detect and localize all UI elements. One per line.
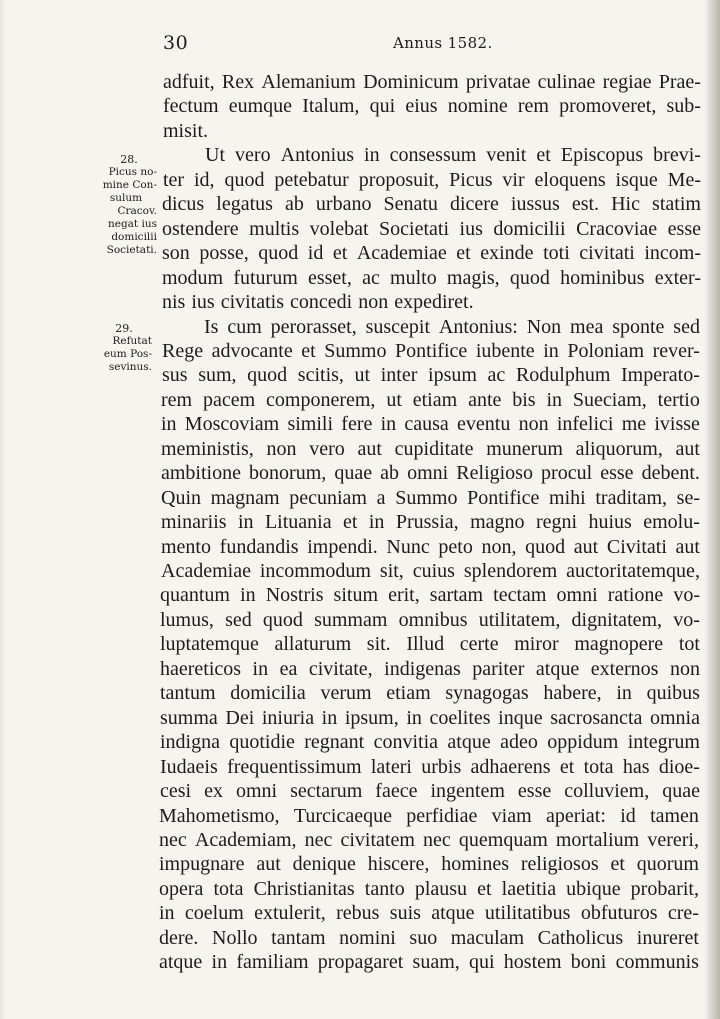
text-line: misit.: [163, 119, 209, 142]
text-line: Rege advocante et Summo Pontifice iubente in Poloniam rever-: [162, 339, 700, 362]
text-line: modum futurum esset, ac multo magis, quod hominibus exter-: [162, 266, 701, 289]
text-line: lumus, sed quod summam omnibus utilitatem, dignitatem, vo-: [160, 608, 700, 631]
page-header: [163, 32, 697, 60]
text-line: haereticos in ea civitate, indigenas pariter atque externos non: [160, 657, 700, 680]
text-line: Iudaeis frequentissimum lateri urbis adhaerens et tota has dioe-: [160, 755, 700, 778]
text-line: Quin magnam pecuniam a Summo Pontifice mihi traditam, se-: [161, 486, 700, 509]
text-line: dere. Nollo tantam nomini suo maculam Catholicus inureret: [159, 926, 699, 949]
margin-note-line: Cracov.: [117, 205, 157, 217]
text-line: atque in familiam propagaret suam, qui hostem boni communis: [159, 951, 699, 974]
margin-note-29: [80, 322, 152, 374]
margin-note-line: Refutat: [112, 335, 152, 347]
margin-note-number: 29.: [115, 322, 133, 335]
text-line: meministis, non vero aut cupiditate munerum aliquorum, aut: [161, 437, 700, 460]
text-line: luptatemque allaturum sit. Illud certe miror magnopere tot: [160, 633, 700, 656]
text-line: Ut vero Antonius in consessum venit et Episcopus brevi-: [205, 144, 701, 167]
margin-note-line: negat ius: [107, 218, 157, 230]
margin-note-number: 28.: [120, 153, 138, 166]
text-line: quantum in Nostris situm erit, sartam tectam omni ratione vo-: [160, 584, 700, 607]
text-line: ambitione bonorum, quae ab omni Religioso procul esse debent.: [161, 462, 700, 485]
text-line: nis ius civitatis concedi non expediret.: [162, 291, 474, 314]
text-line: fectum eumque Italum, qui eius nomine rem promoveret, sub-: [163, 95, 701, 118]
text-line: cesi ex omni sectarum faece ingentem esse colluviem, quae: [160, 780, 700, 803]
margin-note-line: mine Con-: [102, 179, 157, 191]
text-line: minariis in Lituania et in Prussia, magno regni huius emolu-: [161, 511, 700, 534]
text-line: mento fundandis impendi. Nunc peto non, quod aut Civitati aut: [161, 535, 700, 558]
margin-note-line: Picus no-: [108, 166, 157, 178]
text-line: Mahometismo, Turcicaeque perfidiae viam aperiat: id tamen: [159, 804, 699, 827]
text-line: rem pacem componerem, ut etiam ante bis in Sueciam, tertio: [161, 388, 700, 411]
running-head: Annus 1582.: [393, 34, 493, 52]
text-line: nec Academiam, nec civitatem nec quemquam mortalium vereri,: [159, 828, 699, 851]
margin-note-line: sevinus.: [108, 361, 152, 373]
text-line: tantum domicilia verum etiam synagogas habere, in quibus: [160, 682, 700, 705]
text-line: in coelum extulerit, rebus suis atque utilitatibus obfuturos cre-: [159, 902, 699, 925]
text-line: in Moscoviam simili fere in causa eventu non infelici me ivisse: [161, 413, 700, 436]
text-line: ter id, quod petebatur proposuit, Picus vir eloquens isque Me-: [163, 168, 701, 191]
text-line: Academiae incommodum sit, cuius splendorem auctoritatemque,: [161, 560, 700, 582]
text-line: Is cum perorasset, suscepit Antonius: Non mea sponte sed: [204, 315, 700, 338]
text-line: indigna quotidie regnant convitia atque adeo oppidum integrum: [160, 731, 700, 754]
text-line: dicus legatus ab urbano Senatu dicere iussus est. Hic statim: [162, 193, 701, 216]
text-line: opera tota Christianitas tanto plausu et laetitia ubique probarit,: [159, 877, 699, 900]
text-line: sus sum, quod scitis, ut inter ipsum ac Rodulphum Imperato-: [162, 364, 700, 387]
margin-note-line: sulum: [109, 192, 143, 204]
text-line: summa Dei iniuria in ipsum, in coelites inque sacrosancta omnia: [160, 706, 700, 729]
margin-note-line: domicilii: [111, 231, 157, 243]
margin-note-line: Societati.: [106, 244, 157, 256]
page-left-edge: [0, 0, 6, 1019]
text-line: impugnare aut denique hiscere, homines religiosos et quorum: [159, 853, 699, 876]
text-line: son posse, quod id et Academiae et exinde toti civitati incom-: [162, 242, 701, 265]
margin-note-line: eum Pos-: [103, 348, 152, 360]
page-right-edge: [704, 0, 720, 1019]
page-number: 30: [163, 32, 189, 54]
text-line: adfuit, Rex Alemanium Dominicum privatae culinae regiae Prae-: [163, 71, 701, 93]
text-line: ostendere multis volebat Societati ius domicilii Cracoviae esse: [162, 217, 701, 240]
margin-note-28: [85, 153, 157, 257]
